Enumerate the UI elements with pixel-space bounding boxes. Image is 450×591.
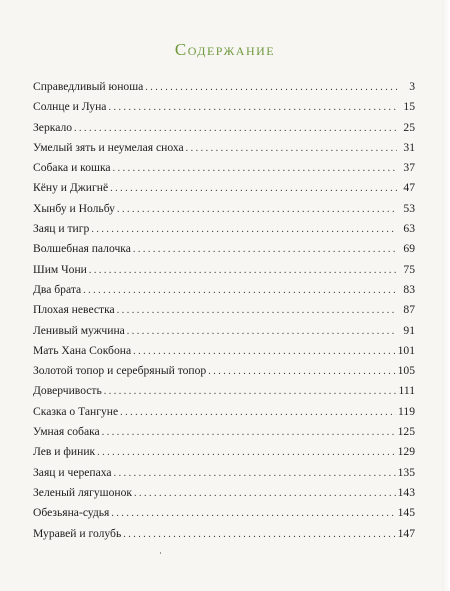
dot-leader	[127, 322, 397, 342]
toc-entry-title: Шим Чони	[33, 262, 87, 276]
toc-entry	[33, 402, 415, 422]
toc-entry	[33, 219, 415, 239]
dot-leader	[89, 261, 397, 281]
toc-page-number: 129	[397, 445, 415, 459]
toc-entry-title: Зеленый лягушонок	[33, 485, 133, 499]
toc-entry	[33, 483, 415, 503]
toc-entry-title: Сказка о Тангуне	[33, 404, 119, 418]
toc-entry-title: Хынбу и Нольбу	[33, 201, 115, 215]
toc-entry-title: Собака и кошка	[33, 161, 111, 175]
toc-entry-title: Умная собака	[33, 425, 100, 439]
toc-entry	[33, 381, 415, 401]
toc-entry	[33, 97, 415, 117]
dot-leader	[117, 301, 397, 321]
toc-page-number: 75	[403, 262, 415, 276]
toc-entry-title: Муравей и голубь	[33, 526, 122, 540]
toc-entry	[33, 158, 415, 178]
toc-entry-title: Справедливый юноша	[33, 80, 144, 93]
dot-leader	[134, 484, 396, 504]
toc-entry	[33, 422, 415, 442]
toc-entry-title: Обезьяна-судья	[33, 506, 110, 520]
toc-page-number: 53	[403, 201, 415, 215]
toc-page-number: 63	[403, 222, 415, 236]
dot-leader	[186, 139, 397, 159]
toc-entry	[33, 199, 415, 219]
toc-page-number: 31	[403, 140, 415, 154]
toc-page-number: 87	[403, 303, 415, 317]
toc-entry-title: Доверчивость	[33, 384, 102, 398]
toc-entry	[33, 260, 415, 280]
toc-page-number: 125	[397, 425, 415, 439]
toc-entry-title: Солнце и Луна	[33, 100, 107, 114]
dot-leader	[145, 78, 397, 98]
toc-entry-title: Ленивый мужчина	[33, 323, 125, 337]
toc-entry	[33, 503, 415, 523]
toc-entry	[33, 341, 415, 361]
toc-entry	[33, 524, 415, 544]
dot-leader	[114, 464, 396, 484]
toc-entry	[33, 280, 415, 300]
toc-entry	[33, 442, 415, 462]
toc-entry	[33, 361, 415, 381]
toc-entry-title: Умелый зять и неумелая сноха	[33, 140, 184, 154]
toc-entry	[33, 300, 415, 320]
toc-page-number: 25	[403, 120, 415, 134]
dot-leader	[120, 403, 396, 423]
toc-page-number: 111	[398, 384, 415, 398]
dot-leader	[97, 443, 395, 463]
dot-leader	[91, 220, 397, 240]
toc-entry	[33, 77, 415, 97]
toc-page-number: 105	[397, 364, 415, 378]
toc-page-number: 147	[397, 526, 415, 540]
toc-entry-title: Два брата	[33, 282, 82, 296]
dot-leader	[102, 423, 396, 443]
dot-leader	[110, 179, 397, 199]
toc-entry	[33, 178, 415, 198]
toc-entry	[33, 118, 415, 138]
toc-entry-title: Зеркало	[33, 120, 73, 134]
toc-page-number: 3	[409, 80, 415, 93]
dot-leader	[208, 362, 395, 382]
toc-entry	[33, 239, 415, 259]
toc-entry-title: Мать Хана Сокбона	[33, 343, 132, 357]
toc-page-number: 69	[403, 242, 415, 256]
toc-page-number: 47	[403, 181, 415, 195]
toc-page-number: 119	[398, 404, 415, 418]
toc-entry-title: Лев и финик	[33, 445, 96, 459]
toc-page-number: 143	[397, 485, 415, 499]
toc-entry-title: Кёну и Джигнё	[33, 181, 109, 195]
toc-page-number: 91	[403, 323, 415, 337]
dot-leader	[123, 525, 395, 545]
dot-leader	[111, 504, 395, 524]
toc-list	[33, 77, 415, 544]
toc-page-number: 15	[403, 100, 415, 114]
toc-entry	[33, 463, 415, 483]
dot-leader	[104, 382, 397, 402]
toc-page-number: 101	[397, 343, 415, 357]
toc-entry	[33, 321, 415, 341]
dot-leader	[133, 240, 397, 260]
dot-leader	[83, 281, 397, 301]
dot-leader	[74, 119, 397, 139]
dot-leader	[108, 98, 397, 118]
dot-leader	[133, 342, 396, 362]
toc-heading: Содержание	[174, 40, 276, 59]
toc-page-number: 145	[397, 506, 415, 520]
toc-entry-title: Волшебная палочка	[33, 242, 131, 256]
toc-entry-title: Заяц и тигр	[33, 222, 90, 236]
toc-entry-title: Плохая невестка	[33, 303, 115, 317]
toc-page-number: 135	[397, 465, 415, 479]
toc-entry	[33, 138, 415, 158]
dot-leader	[113, 159, 397, 179]
print-speck	[160, 552, 161, 554]
toc-entry-title: Золотой топор и серебряный топор	[33, 364, 207, 378]
dot-leader	[117, 200, 397, 220]
page-edge	[442, 0, 450, 591]
toc-entry-title: Заяц и черепаха	[33, 465, 112, 479]
toc-page-number: 83	[403, 282, 415, 296]
toc-page-number: 37	[403, 161, 415, 175]
